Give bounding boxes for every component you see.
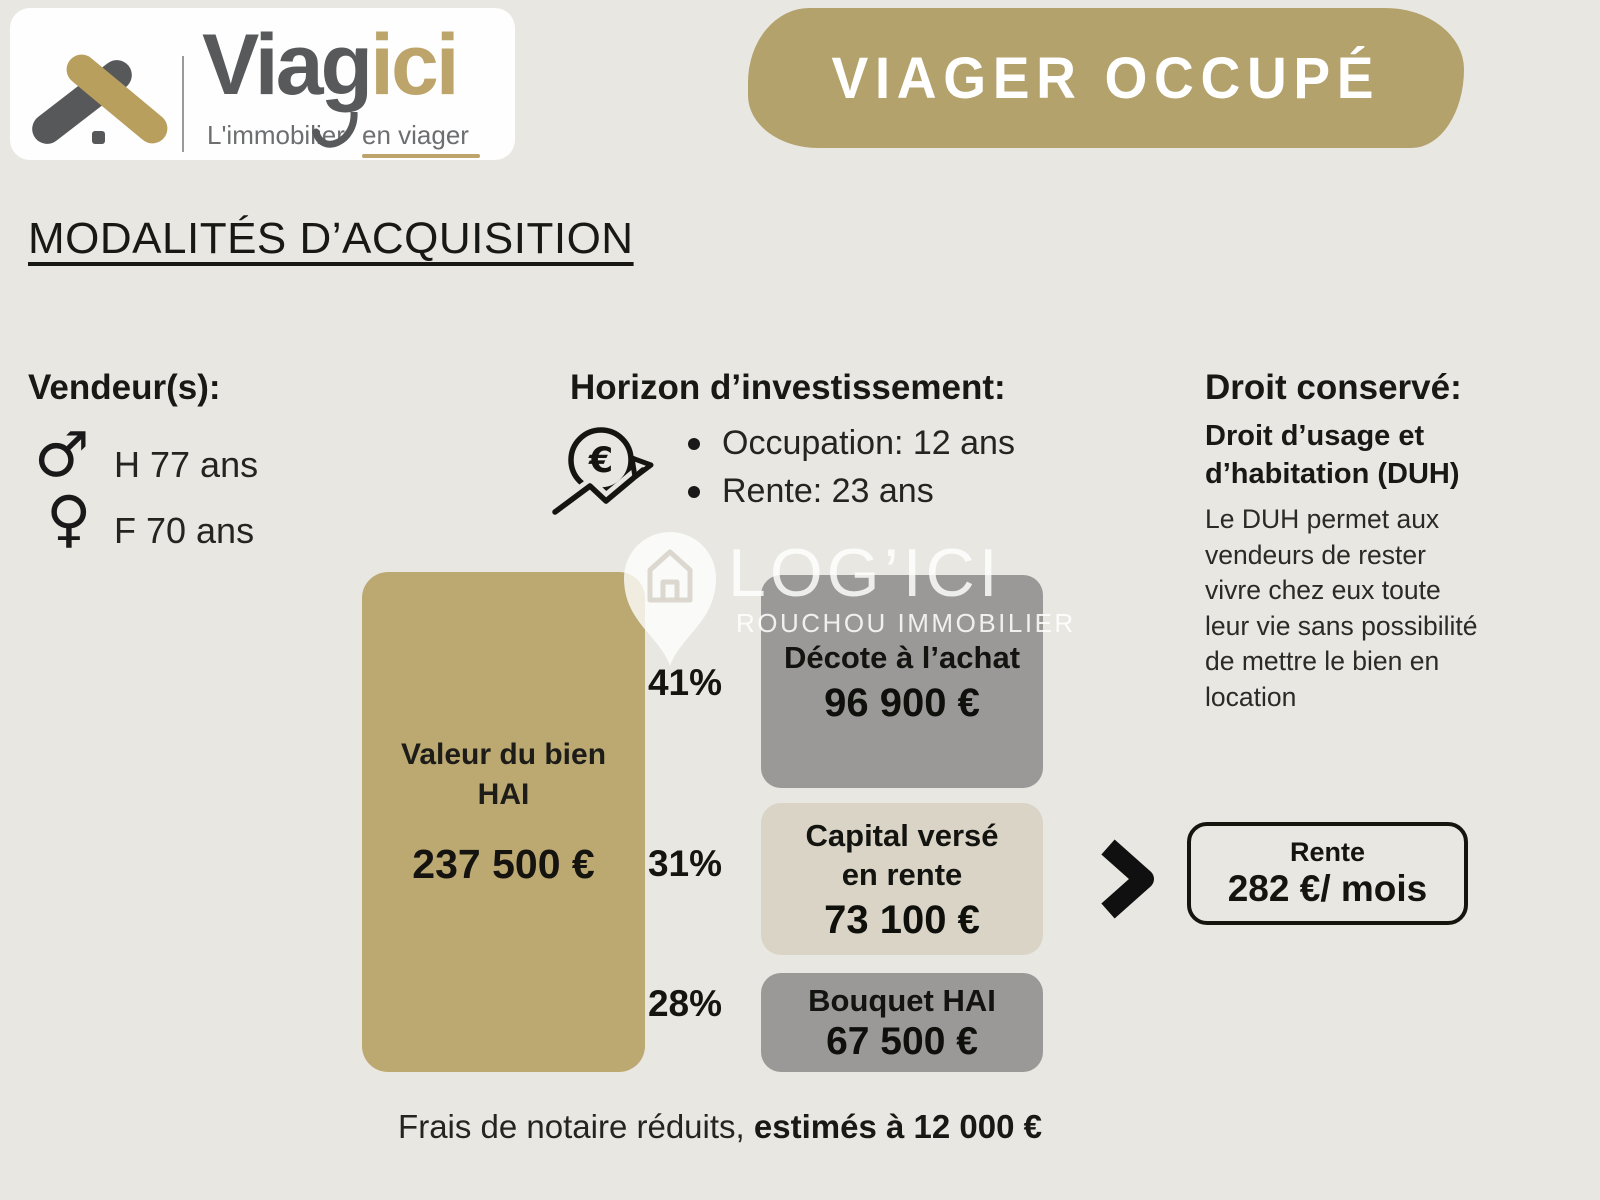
droit-subtitle-line2: d’habitation (DUH) <box>1205 458 1460 490</box>
watermark-subtitle: ROUCHOU IMMOBILIER <box>736 608 1076 638</box>
sellers-title: Vendeur(s): <box>28 368 221 407</box>
male-icon: ♂ <box>34 418 90 491</box>
segment-percent-decote: 41% <box>647 662 723 703</box>
segment-percent-bouquet: 28% <box>647 983 723 1024</box>
banner-label: VIAGER OCCUPÉ <box>831 45 1381 111</box>
total-bar-label-line2: HAI <box>477 777 530 811</box>
seller-male-label: H 77 ans <box>114 444 259 485</box>
banner-viager-occupe <box>748 8 1464 148</box>
logo-tagline-right: en viager <box>362 120 469 150</box>
euro-growth-icon <box>548 420 658 515</box>
rente-value: 282 €/ mois <box>1227 868 1428 909</box>
logo-g-tail <box>310 112 364 164</box>
segment-decote-label: Décote à l’achat <box>783 639 1021 675</box>
horizon-bullet-rente-label: Rente: 23 ans <box>722 472 934 510</box>
droit-body-line: Le DUH permet aux <box>1205 504 1440 534</box>
droit-subtitle-line1: Droit d’usage et <box>1205 420 1425 452</box>
segment-decote-value: 96 900 € <box>824 680 980 725</box>
brand-name-dark: Viag <box>202 17 371 113</box>
logo-divider <box>182 56 184 152</box>
viagici-house-icon <box>32 48 172 146</box>
brand-name <box>202 17 457 113</box>
horizon-title: Horizon d’investissement: <box>570 368 1006 407</box>
segment-box-bouquet <box>761 973 1043 1072</box>
segment-capital-value: 73 100 € <box>824 897 980 942</box>
segment-bouquet-label: Bouquet HAI <box>808 983 996 1018</box>
notary-fees-bold: estimés à 12 000 € <box>753 1108 1042 1145</box>
droit-body-line: vendeurs de rester <box>1205 539 1426 570</box>
droit-body-line: vivre chez eux toute <box>1205 575 1441 605</box>
bullet-dot <box>688 438 700 450</box>
female-icon: ♀ <box>46 482 92 555</box>
logo-tagline-left: L'immobilier <box>207 120 345 150</box>
page-title: MODALITÉS D’ACQUISITION <box>28 214 634 263</box>
segment-box-capital <box>761 803 1043 955</box>
segment-capital-label-line2: en rente <box>841 856 963 892</box>
watermark-title: LOG’ICI <box>728 535 1002 611</box>
segment-bouquet-value: 67 500 € <box>826 1020 978 1063</box>
horizon-bullet-occupation-label: Occupation: 12 ans <box>722 424 1015 462</box>
droit-body-text <box>1205 502 1478 715</box>
logo-tagline-underline <box>362 154 480 158</box>
total-bar-label-line1: Valeur du bien <box>400 737 607 771</box>
brand-name-gold: ici <box>370 17 457 113</box>
notary-fees-note <box>0 1108 1440 1146</box>
segment-percent-capital: 31% <box>647 843 723 884</box>
svg-text:€: € <box>588 441 614 481</box>
droit-body-line: de mettre le bien en <box>1205 646 1440 676</box>
rente-label: Rente <box>1289 837 1365 867</box>
horizon-bullet-rente <box>688 472 934 511</box>
bullet-dot <box>688 486 700 498</box>
viagici-logo-card <box>10 8 515 160</box>
total-bar-value: 237 500 € <box>412 840 595 887</box>
horizon-bullet-occupation <box>688 424 1015 463</box>
seller-female-label: F 70 ans <box>114 510 255 551</box>
chart-total-bar <box>362 572 645 1072</box>
droit-body-line: location <box>1205 681 1297 712</box>
droit-body-line: leur vie sans possibilité <box>1205 610 1478 641</box>
droit-title: Droit conservé: <box>1205 368 1462 407</box>
chevron-right-icon <box>1097 838 1155 920</box>
watermark-pin-icon <box>618 528 722 668</box>
notary-fees-normal: Frais de notaire réduits, <box>398 1108 754 1145</box>
rente-result-box <box>1187 822 1468 925</box>
segment-capital-label-line1: Capital versé <box>805 817 999 853</box>
